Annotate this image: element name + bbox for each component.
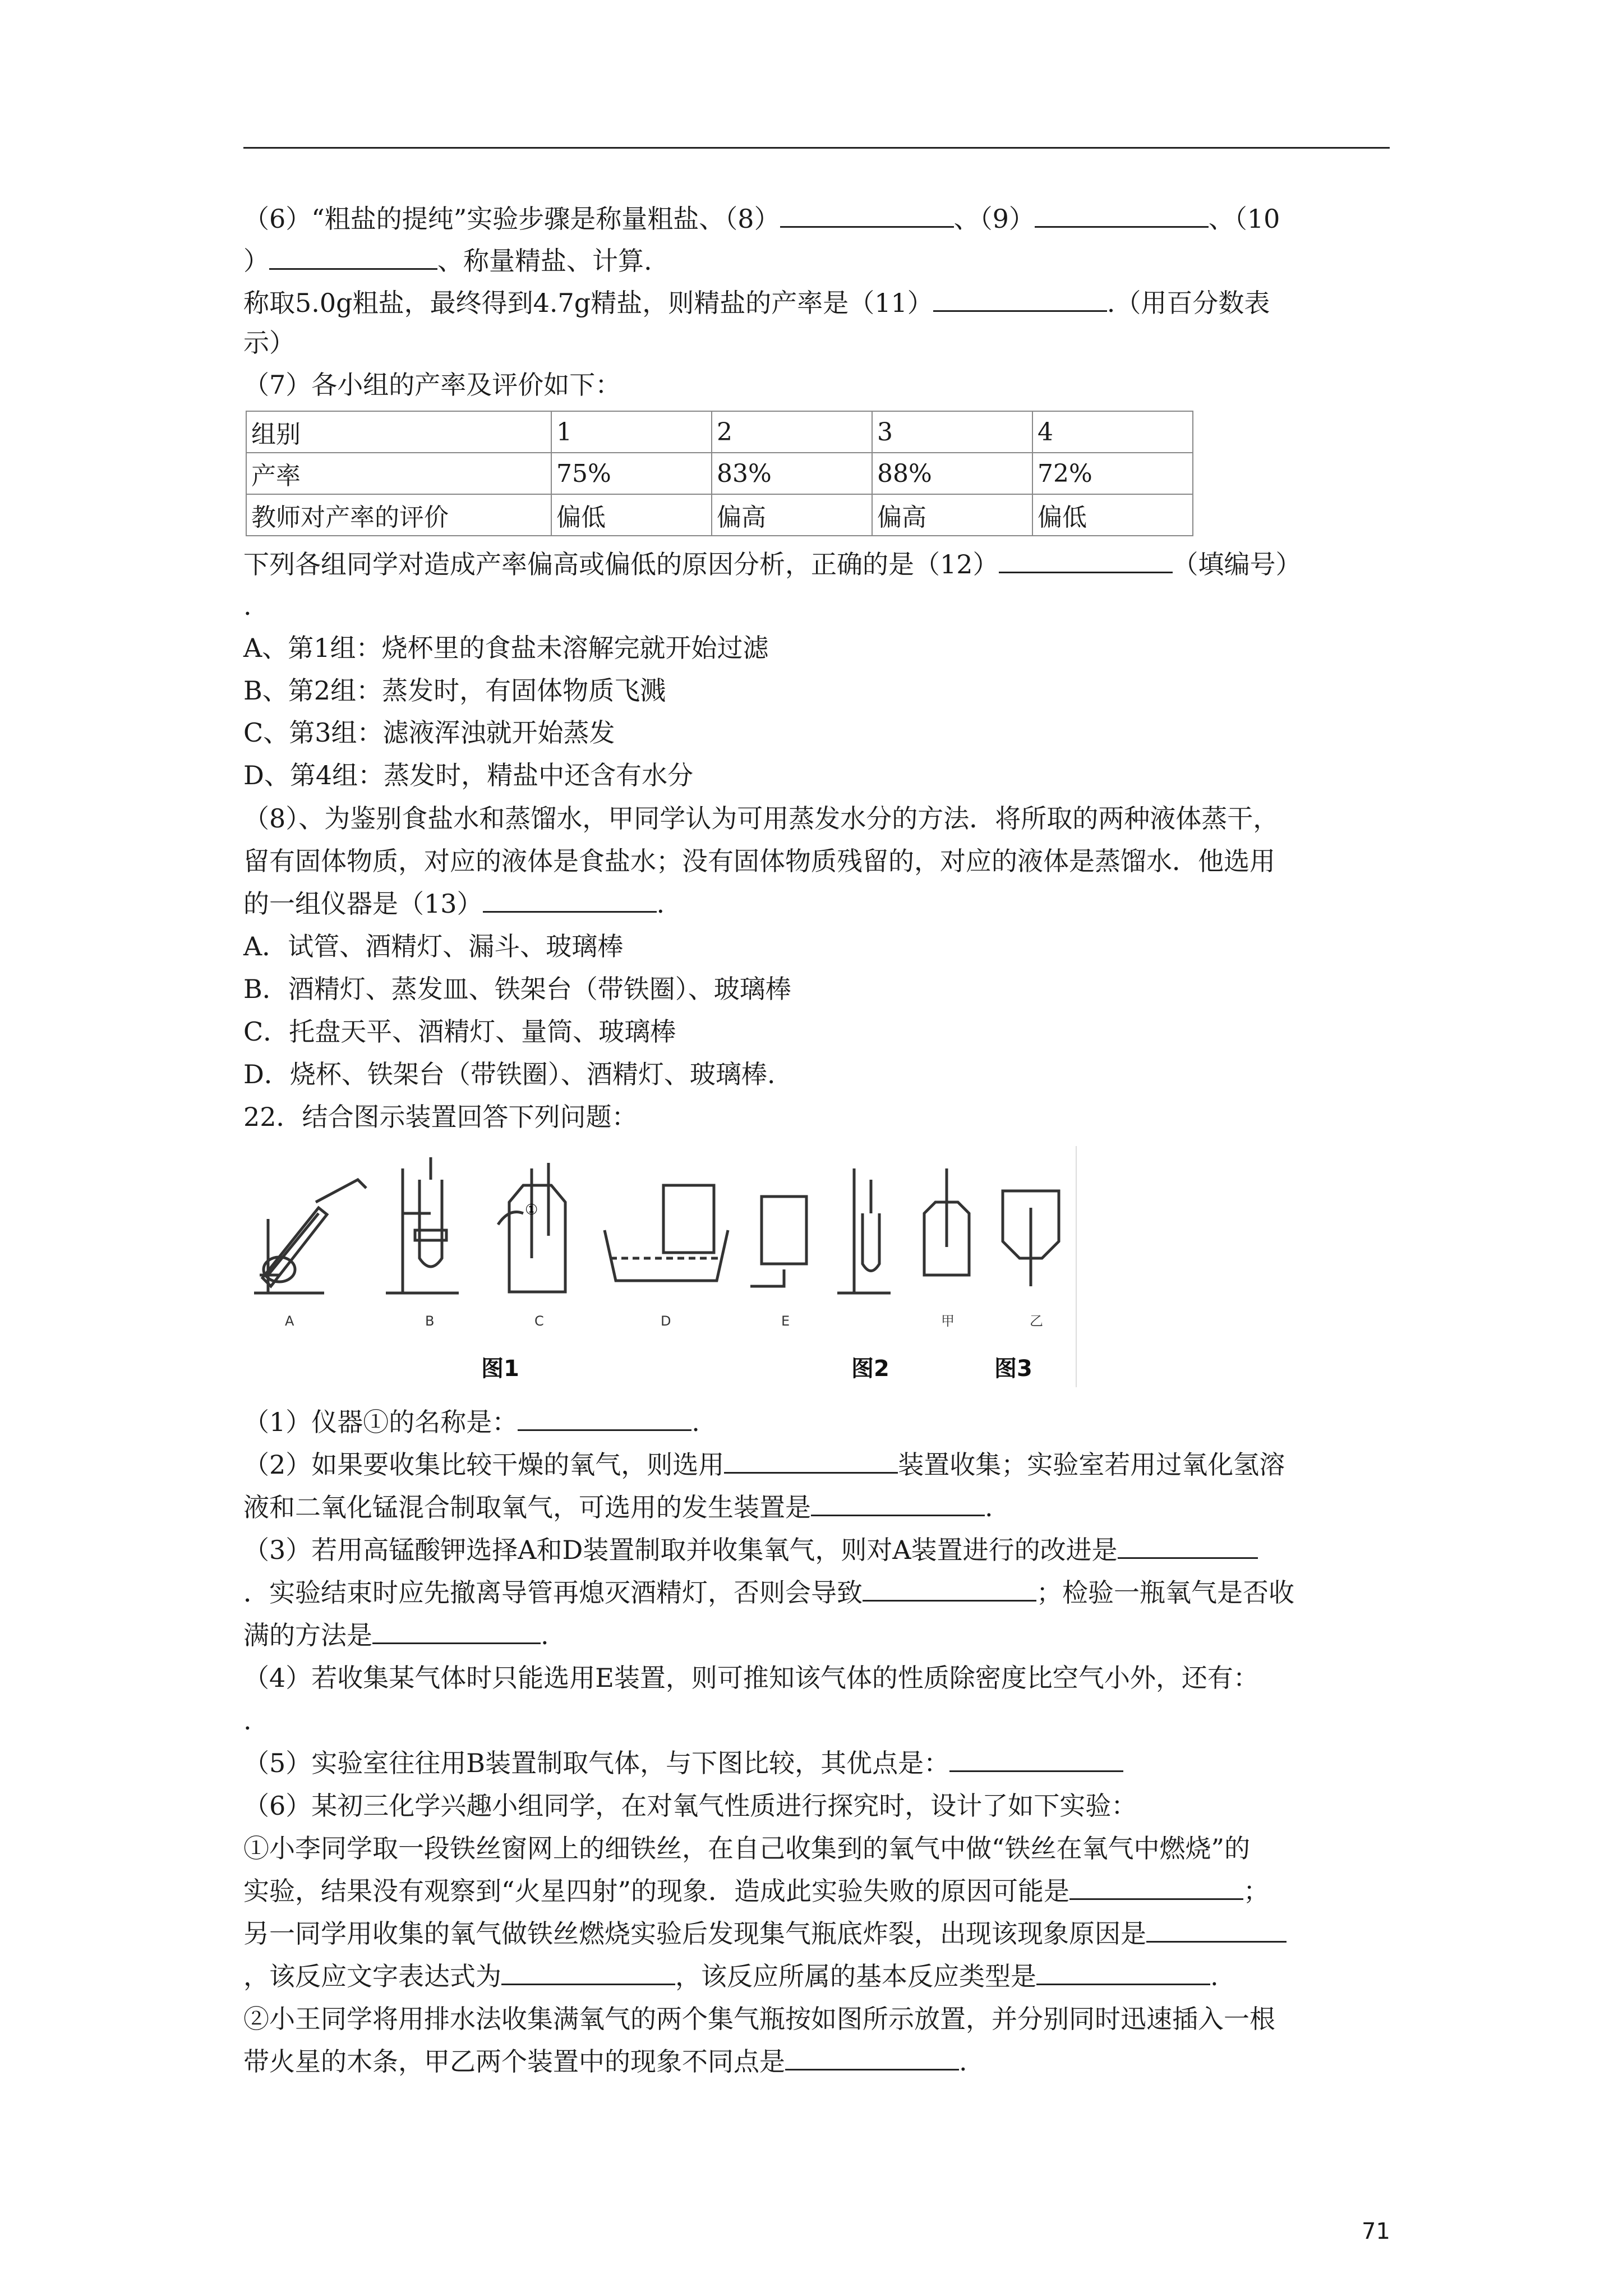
q22-6-text-b: ； [1243,1876,1270,1906]
q22-2-text-c: 液和二氧化锰混合制取氧气，可选用的发生装置是 [243,1492,811,1522]
table-cell: 83% [712,453,872,494]
q22-part3-line1 [243,1534,1258,1566]
q8-option-d: D．烧杯、铁架台（带铁圈）、酒精灯、玻璃棒. [243,1059,776,1089]
q6-line3 [243,287,1270,319]
q22-part4-dot: . [243,1705,252,1736]
q12-line [243,549,1302,580]
label-b: B [425,1313,435,1329]
label-d: D [661,1313,671,1329]
apparatus-e [750,1197,806,1286]
q22-part3-line2 [243,1577,1294,1608]
q8-line3 [243,888,665,919]
q22-part4: （4）若收集某气体时只能选用E装置，则可推知该气体的性质除密度比空气小外，还有： [243,1663,1259,1693]
q12-dot: . [243,591,252,621]
q8-line2: 留有固体物质，对应的液体是食盐水；没有固体物质残留的，对应的液体是蒸馏水．他选用 [243,846,1275,876]
apparatus-yi [1003,1191,1059,1286]
q22-6-text-c: 另一同学用收集的氧气做铁丝燃烧实验后发现集气瓶底炸裂，出现该现象原因是 [243,1918,1146,1949]
table-cell: 偏高 [872,494,1032,536]
table-cell: 1 [551,411,712,453]
label-jia: 甲 [941,1313,955,1329]
table-cell: 3 [872,411,1032,453]
q22-2-text-a: （2）如果要收集比较干燥的氧气，则选用 [243,1450,725,1480]
q22-heading: 22．结合图示装置回答下列问题： [243,1102,638,1132]
q22-6-text-h: . [959,2046,967,2077]
q22-part6-item1-line4 [243,1961,1219,1992]
q22-part1 [243,1406,700,1438]
q6-text-g: .（用百分数表 [1106,288,1270,318]
table-cell: 产率 [246,453,551,494]
table-row [246,453,1193,494]
table-cell: 偏低 [1032,494,1193,536]
q8-option-c: C．托盘天平、酒精灯、量筒、玻璃棒 [243,1016,676,1047]
q22-6-text-a: 实验，结果没有观察到“火星四射”的现象．造成此实验失败的原因可能是 [243,1876,1070,1906]
label-yi: 乙 [1030,1313,1043,1329]
option-c: C、第3组：滤液浑浊就开始蒸发 [243,717,615,748]
table-cell: 75% [551,453,712,494]
q8-text-a: 的一组仪器是（13） [243,889,483,919]
table-cell: 4 [1032,411,1193,453]
apparatus-fig2 [837,1168,891,1293]
table-row [246,411,1193,453]
q7-heading: （7）各小组的产率及评价如下： [243,370,621,400]
q22-part6-item1-line3 [243,1918,1287,1949]
q22-6-text-e: ，该反应所属的基本反应类型是 [675,1961,1036,1991]
table-cell: 72% [1032,453,1193,494]
q12-text-a: 下列各组同学对造成产率偏高或偏低的原因分析，正确的是（12） [243,549,999,579]
apparatus-figure [246,1146,1077,1387]
q22-part2-line1 [243,1449,1285,1480]
q6-text-c: 、（10 [1208,204,1280,234]
option-d: D、第4组：蒸发时，精盐中还含有水分 [243,760,694,790]
yield-table [246,411,1193,536]
header-rule [243,147,1390,149]
answer-blank-12[interactable] [999,549,1173,573]
answer-blank-11[interactable] [933,288,1107,312]
apparatus-jia [924,1168,969,1275]
answer-blank-improve[interactable] [1118,1535,1258,1559]
q22-1-text-b: . [691,1407,700,1437]
label-e: E [781,1313,790,1329]
q22-3-text-a: （3）若用高锰酸钾选择A和D装置制取并收集氧气，则对A装置进行的改进是 [243,1535,1118,1565]
q6-line4: 示） [243,328,295,358]
q6-text-b: 、（9） [953,204,1035,234]
q6-line1 [243,203,1280,234]
q8-line1: （8）、为鉴别食盐水和蒸馏水，甲同学认为可用蒸发水分的方法．将所取的两种液体蒸干， [243,803,1279,834]
q22-3-text-e: . [541,1620,549,1650]
q22-3-text-b: ．实验结束时应先撤离导管再熄灭酒精灯，否则会导致 [243,1577,863,1608]
q6-line2 [243,245,652,277]
q8-option-a: A．试管、酒精灯、漏斗、玻璃棒 [243,931,624,961]
table-cell: 2 [712,411,872,453]
answer-blank-difference[interactable] [785,2046,959,2070]
q22-part6-item1-line2 [243,1875,1269,1907]
answer-blank-instrument[interactable] [518,1407,691,1431]
q6-text-d: ） [243,246,269,276]
q6-text-f: 称取5.0g粗盐，最终得到4.7g精盐，则精盐的产率是（11） [243,288,933,318]
answer-blank-collect[interactable] [724,1450,898,1474]
table-cell: 偏低 [551,494,712,536]
answer-blank-9[interactable] [1035,204,1209,228]
q22-part6-item2: ②小王同学将用排水法收集满氧气的两个集气瓶按如图所示放置，并分别同时迅速插入一根 [243,2004,1275,2034]
apparatus-c [498,1163,565,1292]
answer-blank-crack-reason[interactable] [1146,1918,1287,1943]
q22-part6-item1: ①小李同学取一段铁丝窗网上的细铁丝，在自己收集到的氧气中做“铁丝在氧气中燃烧”的 [243,1833,1251,1864]
q22-2-text-d: . [985,1492,993,1522]
q6-text-a: （6）“粗盐的提纯”实验步骤是称量粗盐、（8） [243,204,780,234]
q22-part2-line2 [243,1492,993,1523]
apparatus-b [386,1157,459,1293]
q22-6-text-d: ，该反应文字表达式为 [243,1961,501,1991]
table-cell: 88% [872,453,1032,494]
q22-5-text: （5）实验室往往用B装置制取气体，与下图比较，其优点是： [243,1748,950,1778]
answer-blank-8[interactable] [780,204,954,228]
table-cell: 教师对产率的评价 [246,494,551,536]
answer-blank-generator[interactable] [811,1492,985,1516]
answer-blank-reaction-type[interactable] [1036,1961,1210,1985]
option-b: B、第2组：蒸发时，有固体物质飞溅 [243,675,666,706]
q8-text-b: . [656,889,665,919]
label-a: A [285,1313,294,1329]
q22-6-text-f: . [1210,1961,1219,1991]
figure-label-1: 图1 [481,1356,519,1382]
figure-label-3: 图3 [994,1356,1032,1382]
q22-part6-item2-line2 [243,2046,967,2077]
q22-3-text-c: ；检验一瓶氧气是否收 [1036,1577,1294,1608]
apparatus-a [254,1180,366,1293]
q22-part6: （6）某初三化学兴趣小组同学，在对氧气性质进行探究时，设计了如下实验： [243,1791,1137,1821]
answer-blank-10[interactable] [269,246,437,270]
q8-option-b: B．酒精灯、蒸发皿、铁架台（带铁圈）、玻璃棒 [243,974,791,1004]
q22-1-text-a: （1）仪器①的名称是： [243,1407,518,1437]
answer-blank-13[interactable] [483,889,657,913]
q22-3-text-d: 满的方法是 [243,1620,372,1650]
answer-blank-equation[interactable] [501,1961,675,1985]
figure-label-2: 图2 [851,1356,889,1382]
page-number: 71 [1362,2219,1390,2244]
answer-blank-failure-reason[interactable] [1069,1876,1243,1900]
table-cell: 组别 [246,411,551,453]
q6-text-e: 、称量精盐、计算. [437,246,652,276]
label-c: C [534,1313,544,1329]
answer-blank-advantage[interactable] [949,1748,1123,1772]
q22-part5 [243,1747,1123,1779]
table-cell: 偏高 [712,494,872,536]
apparatus-d [605,1185,728,1281]
answer-blank-check-full[interactable] [372,1620,541,1644]
table-row [246,494,1193,536]
q12-text-b: （填编号） [1172,549,1302,579]
answer-blank-consequence[interactable] [863,1577,1036,1602]
q22-part3-line3 [243,1619,549,1651]
option-a: A、第1组：烧杯里的食盐未溶解完就开始过滤 [243,633,769,663]
marker-1: ① [525,1202,538,1218]
q22-2-text-b: 装置收集；实验室若用过氧化氢溶 [898,1450,1285,1480]
q22-6-text-g: 带火星的木条，甲乙两个装置中的现象不同点是 [243,2046,785,2077]
